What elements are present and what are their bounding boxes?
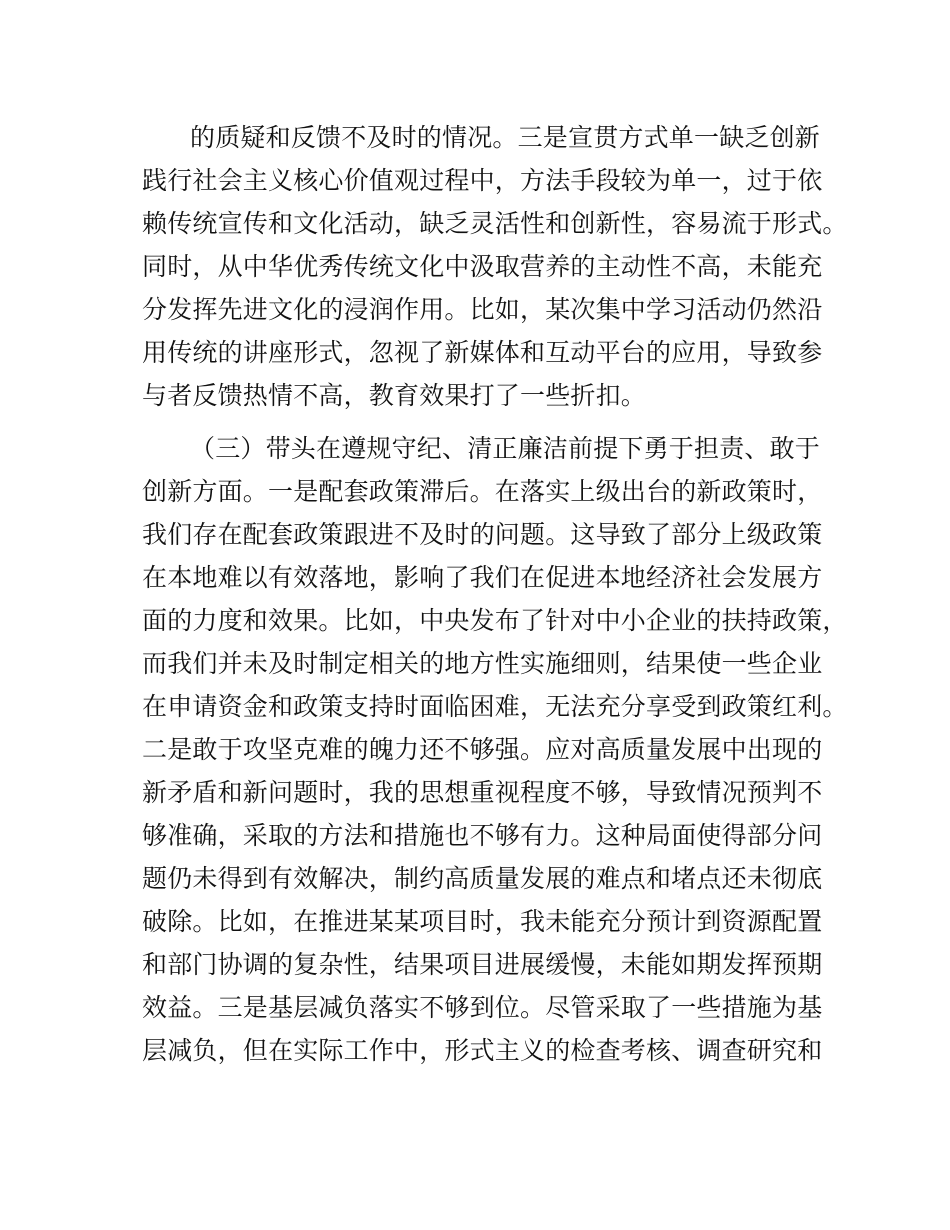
paragraph-line: 而我们并未及时制定相关的地方性实施细则，结果使一些企业: [142, 649, 823, 678]
paragraph-line: 题仍未得到有效解决，制约高质量发展的难点和堵点还未彻底: [142, 864, 823, 893]
paragraph-line: 与者反馈热情不高，教育效果打了一些折扣。: [142, 381, 647, 410]
paragraph-line: 效益。三是基层减负落实不够到位。尽管采取了一些措施为基: [142, 993, 823, 1022]
paragraph-line: 分发挥先进文化的浸润作用。比如，某次集中学习活动仍然沿: [142, 295, 823, 324]
paragraph-line: 赖传统宣传和文化活动，缺乏灵活性和创新性，容易流于形式。: [142, 209, 848, 238]
paragraph-line: 层减负，但在实际工作中，形式主义的检查考核、调查研究和: [142, 1036, 823, 1065]
paragraph-line: 面的力度和效果。比如，中央发布了针对中小企业的扶持政策，: [142, 606, 848, 635]
paragraph-line: 同时，从中华优秀传统文化中汲取营养的主动性不高，未能充: [142, 252, 823, 281]
paragraph-line: 新矛盾和新问题时，我的思想重视程度不够，导致情况预判不: [142, 778, 823, 807]
section-heading-line: （三）带头在遵规守纪、清正廉洁前提下勇于担责、敢于: [190, 434, 821, 463]
paragraph-line: 用传统的讲座形式，忽视了新媒体和互动平台的应用，导致参: [142, 338, 823, 367]
paragraph-line: 在本地难以有效落地，影响了我们在促进本地经济社会发展方: [142, 563, 823, 592]
paragraph-line: 我们存在配套政策跟进不及时的问题。这导致了部分上级政策: [142, 520, 823, 549]
paragraph-line: 够准确，采取的方法和措施也不够有力。这种局面使得部分问: [142, 821, 823, 850]
paragraph-line: 破除。比如，在推进某某项目时，我未能充分预计到资源配置: [142, 907, 823, 936]
paragraph-line: 创新方面。一是配套政策滞后。在落实上级出台的新政策时，: [142, 477, 823, 506]
paragraph-line: 在申请资金和政策支持时面临困难，无法充分享受到政策红利。: [142, 692, 848, 721]
paragraph-line: 二是敢于攻坚克难的魄力还不够强。应对高质量发展中出现的: [142, 735, 823, 764]
paragraph-line: 和部门协调的复杂性，结果项目进展缓慢，未能如期发挥预期: [142, 950, 823, 979]
paragraph-line: 践行社会主义核心价值观过程中，方法手段较为单一，过于依: [142, 166, 823, 195]
paragraph-line: 的质疑和反馈不及时的情况。三是宣贯方式单一缺乏创新: [190, 123, 821, 152]
